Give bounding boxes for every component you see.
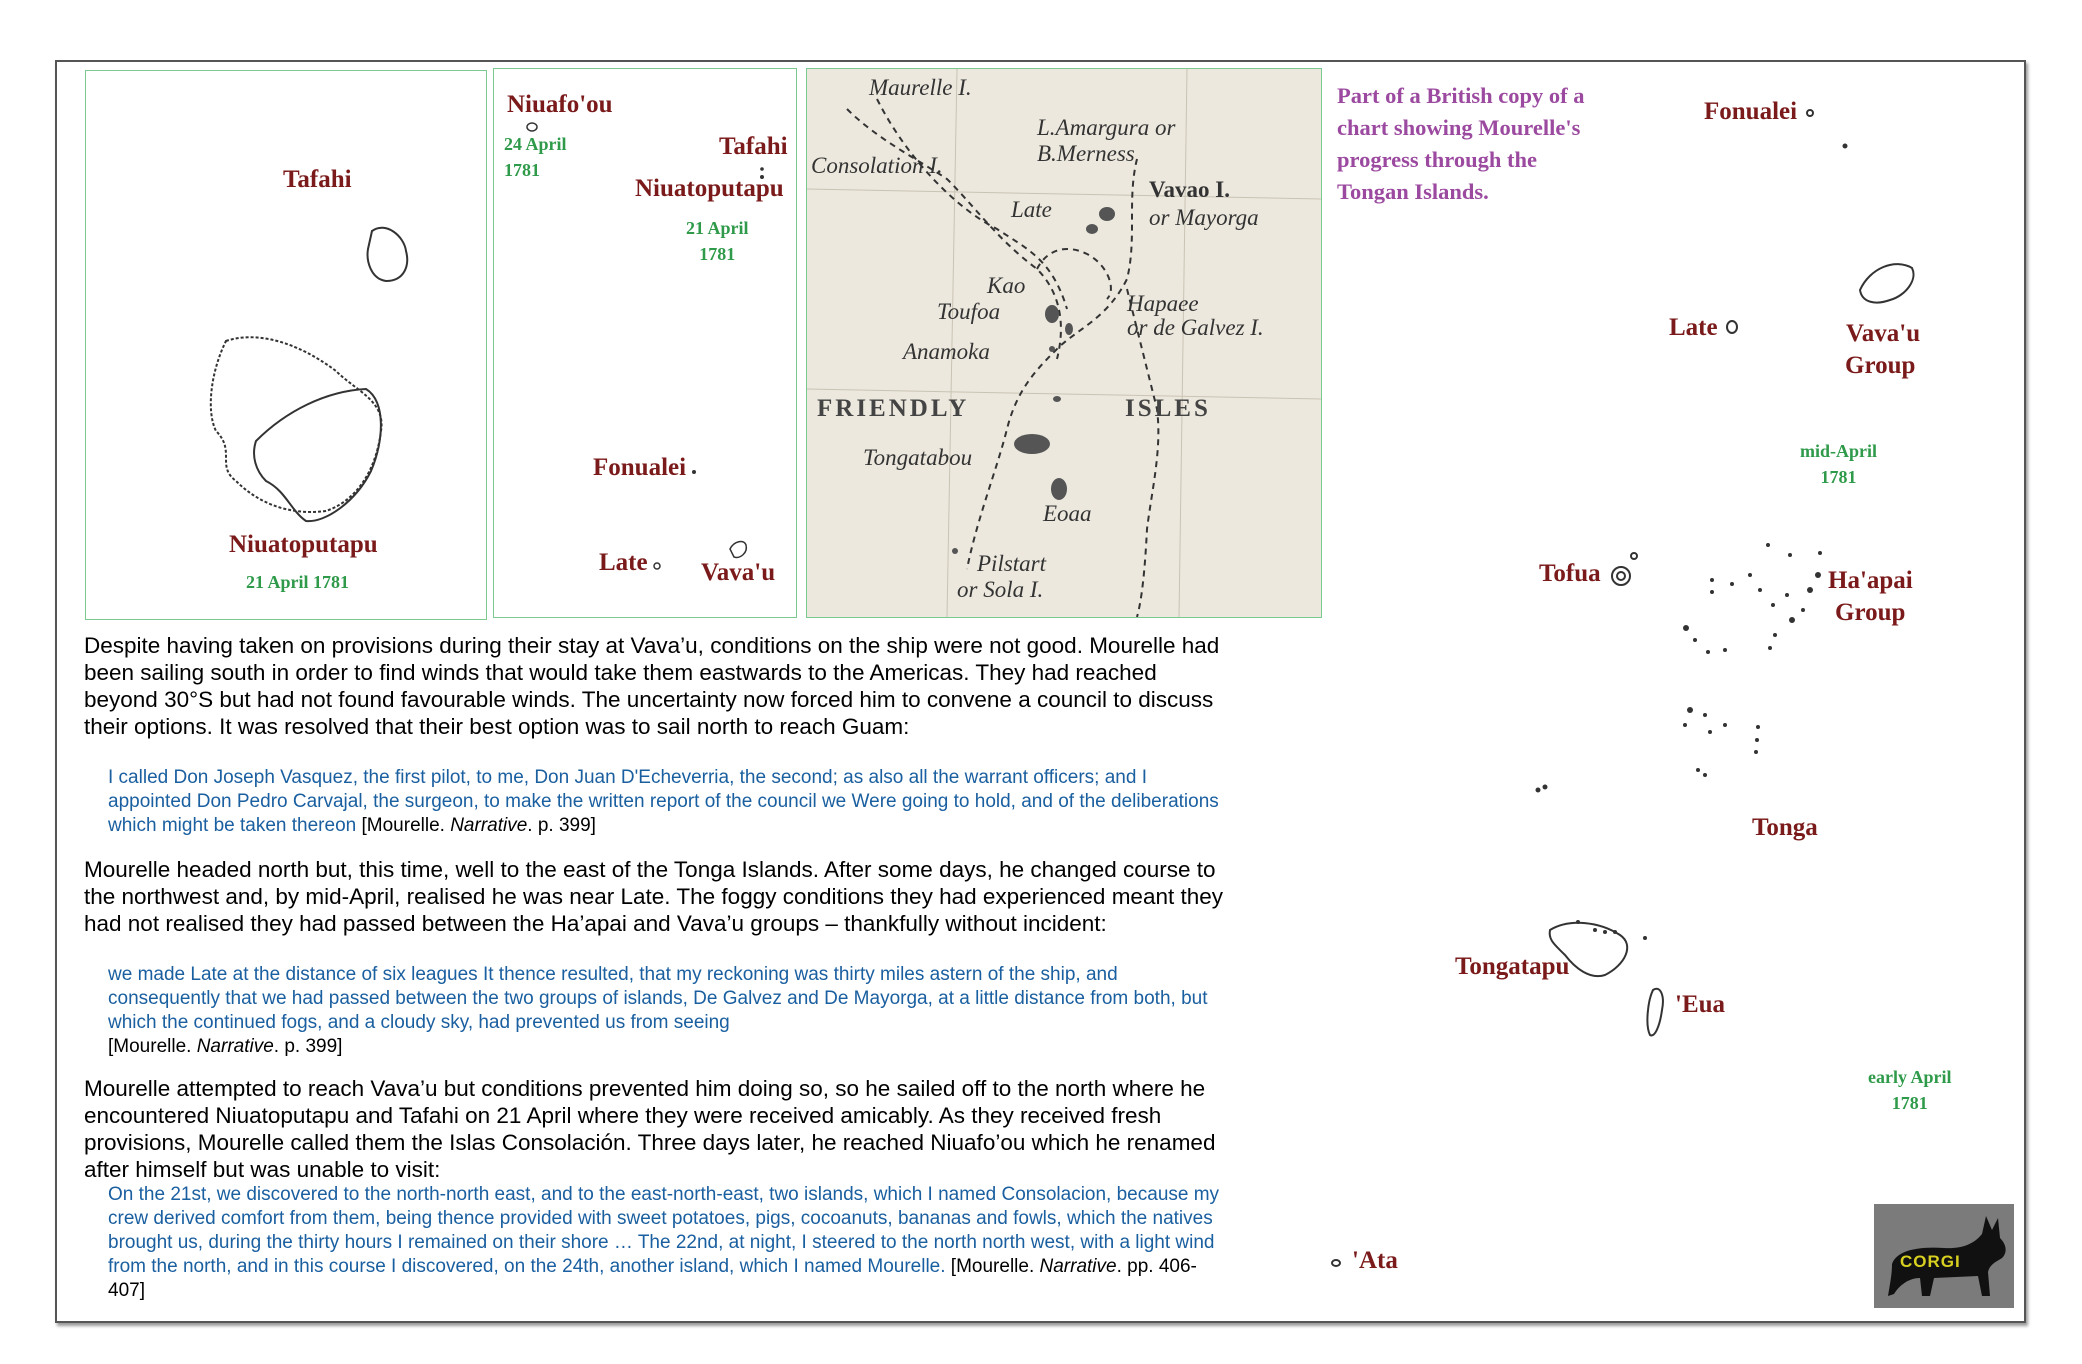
- label-fonualei: Fonualei: [1704, 98, 1798, 125]
- chart-label-eoaa: Eoaa: [1043, 501, 1092, 526]
- chart-label-sola: or Sola I.: [957, 577, 1044, 602]
- tafahi-dot: [760, 167, 764, 171]
- chart-label-hapaee: Hapaee: [1127, 291, 1199, 316]
- label-late: Late: [1669, 314, 1718, 341]
- date-21-april-2: 21 April 1781: [686, 218, 749, 264]
- label-niuatoputapu-2: Niuatoputapu: [635, 175, 784, 202]
- label-haapai-line1: Ha'apai: [1828, 567, 1913, 594]
- paragraph-late: Mourelle headed north but, this time, well to the east of the Tonga Islands. After some days, he changed course to the northwest and, by mid-April, realised he was near Late. The foggy conditions they had experienced meant they had not realised they had passed between the Ha’apai and Vava’u groups – thankfully without incident:: [84, 857, 1224, 936]
- paragraph-council: Despite having taken on provisions during their stay at Vava’u, conditions on the ship were not good. Mourelle had been sailing south in order to find winds that would take them eastwards to the Americas. They had reached beyond 30°S but had not found favourable winds. The uncertainty now forced him to convene a council to discuss their options. It was resolved that their best option was to sail north to reach Guam:: [84, 633, 1220, 739]
- quote-council-cite-b: Narrative: [450, 815, 528, 836]
- quote-late-text: we made Late at the distance of six leagues It thence resulted, that my reckoning was thirty miles astern of the ship, and consequently that we had passed between the two groups of islands, De Galvez and De Mayorga, at a little distance from both, but which the continued fogs, and a cloudy sky, had prevented us from seeing: [108, 964, 1208, 1033]
- label-fonualei-2: Fonualei: [593, 454, 687, 481]
- label-niuatoputapu: Niuatoputapu: [229, 531, 378, 558]
- corgi-logo: [1874, 1204, 2014, 1308]
- quote-council-cite-a: [Mourelle.: [356, 815, 451, 836]
- label-ata: 'Ata: [1352, 1247, 1398, 1274]
- fonualei-dot: [692, 470, 696, 474]
- chart-label-galvez: or de Galvez I.: [1127, 315, 1264, 340]
- chart-label-isles: ISLES: [1125, 395, 1211, 422]
- chart-label-kao: Kao: [987, 273, 1026, 298]
- label-vavau-2: Vava'u: [701, 559, 776, 586]
- quote-late: [108, 963, 1228, 1059]
- corgi-logo-text: CORGI: [1900, 1252, 1961, 1271]
- panel-northern-islands-map: [493, 68, 797, 618]
- label-vavau-line1: Vava'u: [1846, 320, 1921, 347]
- late-dot: [654, 563, 660, 569]
- chart-label-late: Late: [1011, 197, 1052, 222]
- label-haapai-line2: Group: [1835, 599, 1906, 626]
- chart-label-mayorga: or Mayorga: [1149, 205, 1259, 230]
- quote-consolacion-cite-b: Narrative: [1039, 1256, 1117, 1277]
- chart-label-anamoka: Anamoka: [903, 339, 990, 364]
- label-niuafoou: Niuafo'ou: [507, 91, 613, 118]
- chart-label-pilstart: Pilstart: [977, 551, 1047, 576]
- label-vavau-line2: Group: [1845, 352, 1916, 379]
- quote-consolacion-cite-c: . pp. 406-407]: [108, 1256, 1197, 1301]
- label-tongatapu: Tongatapu: [1455, 953, 1570, 980]
- chart-label-amargura: L.Amargura or: [1037, 115, 1176, 140]
- label-tofua: Tofua: [1539, 560, 1601, 587]
- date-early-april: early April 1781: [1868, 1067, 1952, 1113]
- quote-council: [108, 766, 1228, 838]
- chart-label-friendly: FRIENDLY: [817, 395, 970, 422]
- label-tonga: Tonga: [1752, 814, 1818, 841]
- quote-late-cite-a: [Mourelle.: [108, 1036, 197, 1057]
- chart-label-consolation: Consolation I.: [811, 153, 943, 178]
- date-21-april: 21 April 1781: [246, 572, 350, 592]
- quote-late-cite-b: Narrative: [196, 1036, 274, 1057]
- tafahi-island: [368, 228, 408, 281]
- date-24-april: 24 April 1781: [504, 134, 567, 180]
- vavau-island: [730, 542, 746, 558]
- quote-consolacion: [108, 1183, 1228, 1303]
- chart-label-toufoa: Toufoa: [937, 299, 1001, 324]
- label-tafahi-2: Tafahi: [719, 133, 788, 160]
- quote-council-text: I called Don Joseph Vasquez, the first pilot, to me, Don Juan D'Echeverria, the second; as also all the warrant officers; and I appointed Don Pedro Carvajal, the surgeon, to make the written report of the council we Were going to hold, and of the deliberations which might be taken thereon: [108, 767, 1219, 836]
- chart-label-vavao: Vavao I.: [1149, 177, 1230, 202]
- label-tafahi: Tafahi: [283, 166, 352, 193]
- chart-label-tongatabou: Tongatabou: [863, 445, 973, 470]
- quote-late-cite-c: . p. 399]: [273, 1036, 343, 1057]
- niuafoou-island: [527, 123, 537, 131]
- date-mid-april: mid-April 1781: [1800, 441, 1878, 487]
- niuatoputapu-land: [254, 389, 381, 521]
- label-late-2: Late: [599, 549, 648, 576]
- british-chart-image: [806, 68, 1322, 618]
- chart-label-merness: B.Merness: [1037, 141, 1135, 166]
- chart-caption: Part of a British copy of a chart showing Mourelle's progress through the Tongan Islands.: [1337, 83, 1585, 204]
- paragraph-consolacion: Mourelle attempted to reach Vava’u but conditions prevented him doing so, so he sailed off to the north where he encountered Niuatoputapu and Tafahi on 21 April where they were received amicably. As they received fresh provisions, Mourelle called them the Islas Consolación. Three days later, he reached Niuafo’ou which he renamed after himself but was unable to visit:: [84, 1076, 1216, 1182]
- label-eua: 'Eua: [1675, 991, 1726, 1018]
- quote-council-cite-c: . p. 399]: [527, 815, 596, 836]
- quote-consolacion-cite-a: [Mourelle.: [945, 1256, 1040, 1277]
- panel-niuatoputapu-map: [85, 70, 487, 620]
- niuatoputapu-island: [211, 337, 382, 512]
- quote-consolacion-text: On the 21st, we discovered to the north-north east, and to the east-north-east, two islands, which I named Consolacion, because my crew derived comfort from them, being thence provided with sweet potatoes, pigs, cocoanuts, bananas and fowls, which the natives brought us, during the thirty hours I remained on their shore … The 22nd, at night, I steered to the north north west, with a light wind from the north, and in this course I discovered, on the 24th, another island, which I named Mourelle.: [108, 1184, 1220, 1277]
- chart-label-maurelle: Maurelle I.: [869, 75, 972, 100]
